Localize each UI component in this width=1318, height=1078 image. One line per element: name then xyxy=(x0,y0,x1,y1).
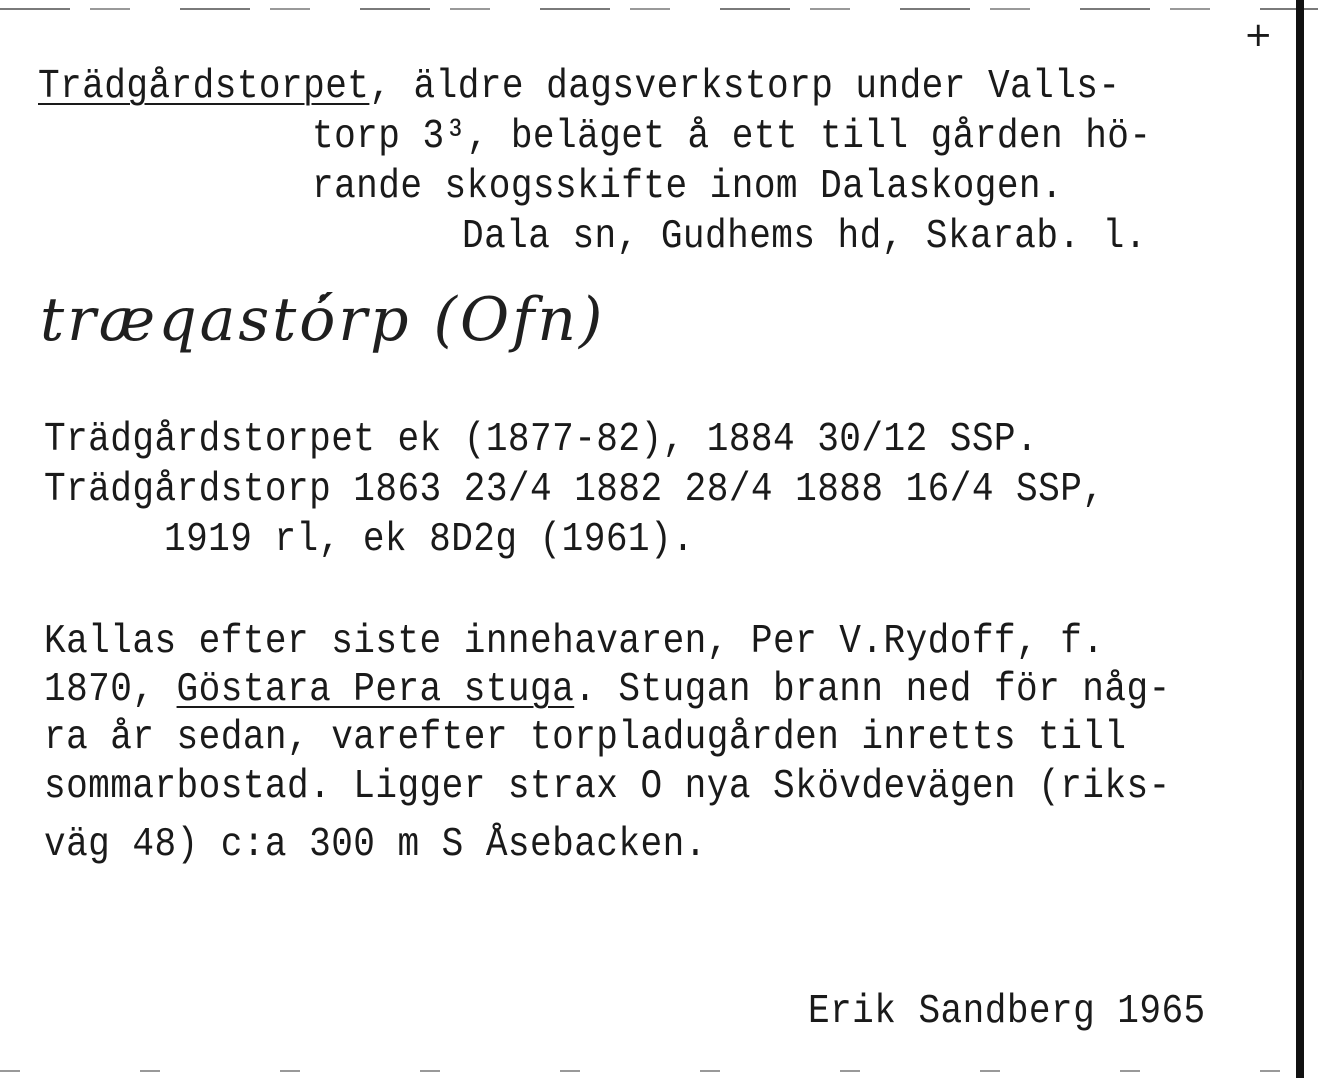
location-line: Dala sn, Gudhems hd, Skarab. l. xyxy=(462,214,1147,260)
nickname-underlined: Göstara Pera stuga xyxy=(176,667,575,713)
description-line-1: torp 3³, beläget å ett till gården hö- xyxy=(312,114,1152,160)
card-top-edge xyxy=(0,8,1318,10)
heading-line xyxy=(38,62,1120,112)
corner-mark: + xyxy=(1244,15,1273,55)
note-line-4: sommarbostad. Ligger strax O nya Skövdevägen (riks- xyxy=(44,764,1171,810)
note-line-3: ra år sedan, varefter torpladugården inretts till xyxy=(44,715,1127,761)
note-line-2 xyxy=(44,665,1171,715)
note-line-2-end: . Stugan brann ned för någ- xyxy=(574,667,1171,713)
handwritten-pronunciation: træqastȯ́rp (Ofn) xyxy=(40,285,606,355)
author-signature: Erik Sandberg 1965 xyxy=(808,989,1206,1035)
heading-description: , äldre dagsverkstorp under Valls- xyxy=(369,64,1121,110)
note-line-2-start: 1870, xyxy=(44,667,177,713)
note-line-5: väg 48) c:a 300 m S Åsebacken. xyxy=(44,822,707,868)
card-right-edge xyxy=(1296,0,1304,1078)
note-line-1: Kallas efter siste innehavaren, Per V.Rydoff, f. xyxy=(44,619,1105,665)
description-line-2: rande skogsskifte inom Dalaskogen. xyxy=(312,164,1064,210)
place-name-heading: Trädgårdstorpet xyxy=(38,64,370,110)
source-line-2: Trädgårdstorp 1863 23/4 1882 28/4 1888 16/4 SSP, xyxy=(44,467,1105,513)
source-line-3: 1919 rl, ek 8D2g (1961). xyxy=(164,517,695,563)
margin-tick xyxy=(1300,670,1302,680)
margin-tick xyxy=(1300,780,1302,790)
card-bottom-edge xyxy=(0,1070,1318,1072)
source-line-1: Trädgårdstorpet ek (1877-82), 1884 30/12 SSP. xyxy=(44,417,1039,463)
